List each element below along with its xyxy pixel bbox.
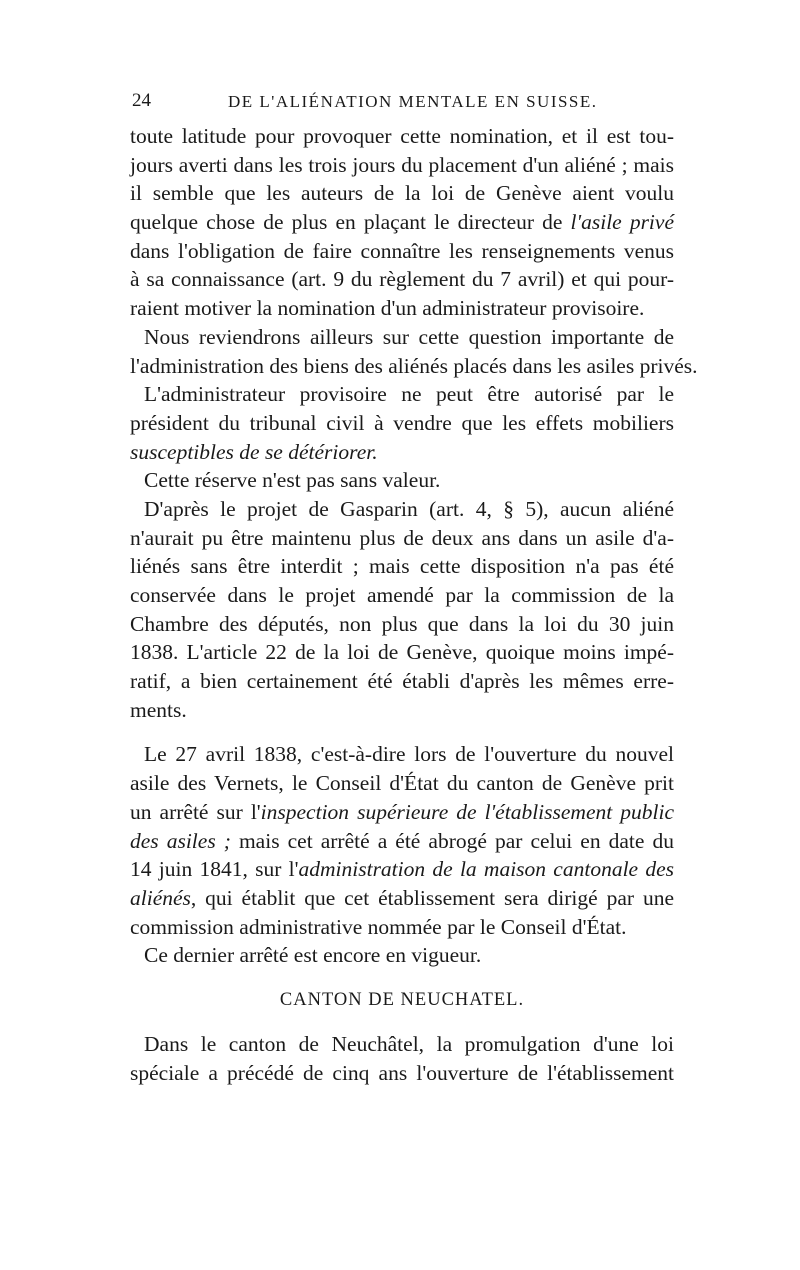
text-line: président du tribunal civil à vendre que les effets mobiliers <box>130 410 674 435</box>
running-title: DE L'ALIÉNATION MENTALE EN SUISSE. <box>228 92 598 111</box>
page-header <box>132 90 672 120</box>
text-line: à sa connaissance (art. 9 du règlement du 7 avril) et qui pour- <box>130 267 674 292</box>
paragraph-gap <box>130 724 674 740</box>
text-line: il semble que les auteurs de la loi de Genève aient voulu <box>130 181 674 206</box>
text-line: 1838. L'article 22 de la loi de Genève, quoique moins impé- <box>130 640 674 665</box>
text-line <box>130 208 674 237</box>
text-line: dans l'obligation de faire connaître les renseignements venus <box>130 238 674 263</box>
page-number: 24 <box>132 90 151 111</box>
text-run: un arrêté sur l' <box>130 799 261 824</box>
text-run: mais cet arrêté a été abrogé par celui en date du <box>230 828 674 853</box>
text-line: toute latitude pour provoquer cette nomination, et il est tou- <box>130 124 674 148</box>
italic-run: des asiles ; <box>130 828 231 853</box>
text-run: 14 juin 1841, sur l' <box>130 857 299 882</box>
text-line <box>130 438 674 467</box>
italic-run: aliénés <box>130 885 191 910</box>
text-line: l'administration des biens des aliénés placés dans les asiles privés. <box>130 353 698 378</box>
text-line: liénés sans être interdit ; mais cette disposition n'a pas été <box>130 554 674 579</box>
text-run: quelque chose de plus en plaçant le directeur de <box>130 210 571 235</box>
text-line: Dans le canton de Neuchâtel, la promulgation d'une loi <box>144 1031 674 1056</box>
text-line: conservée dans le projet amendé par la commission de la <box>130 583 674 607</box>
text-line: ratif, a bien certainement été établi d'après les mêmes erre- <box>130 669 674 694</box>
text-line: ments. <box>130 697 187 722</box>
text-line: Ce dernier arrêté est encore en vigueur. <box>144 943 482 968</box>
italic-run: administration de la maison cantonale des <box>298 857 675 882</box>
italic-run: susceptibles de se détériorer. <box>130 439 378 464</box>
text-line: Chambre des députés, non plus que dans la loi du 30 juin <box>130 611 674 636</box>
text-run: , qui établit que cet établissement sera dirigé par une <box>190 885 674 910</box>
text-line: spéciale a précédé de cinq ans l'ouverture de l'établissement <box>130 1060 674 1085</box>
italic-run: l'asile privé <box>570 210 674 235</box>
text-line: raient motiver la nomination d'un administrateur provisoire. <box>130 296 645 321</box>
text-line <box>130 855 674 884</box>
text-line: jours averti dans les trois jours du placement d'un aliéné ; mais <box>130 152 674 177</box>
text-line: L'administrateur provisoire ne peut être autorisé par le <box>144 382 674 407</box>
section-heading: CANTON DE NEUCHATEL. <box>279 989 525 1010</box>
text-line: Le 27 avril 1838, c'est-à-dire lors de l'ouverture du nouvel <box>144 742 674 767</box>
text-line <box>130 827 674 856</box>
body-text <box>130 122 698 1087</box>
text-line <box>130 798 674 827</box>
text-line: n'aurait pu être maintenu plus de deux ans dans un asile d'a- <box>130 525 674 550</box>
italic-run: inspection supérieure de l'établissement public <box>260 799 674 824</box>
text-line: D'après le projet de Gasparin (art. 4, § 5), aucun aliéné <box>144 496 674 521</box>
text-line: Nous reviendrons ailleurs sur cette question importante de <box>144 324 674 349</box>
text-line: asile des Vernets, le Conseil d'État du canton de Genève prit <box>130 771 674 796</box>
text-line: commission administrative nommée par le Conseil d'État. <box>130 914 627 939</box>
text-line <box>130 884 674 913</box>
text-line: Cette réserve n'est pas sans valeur. <box>144 468 441 493</box>
